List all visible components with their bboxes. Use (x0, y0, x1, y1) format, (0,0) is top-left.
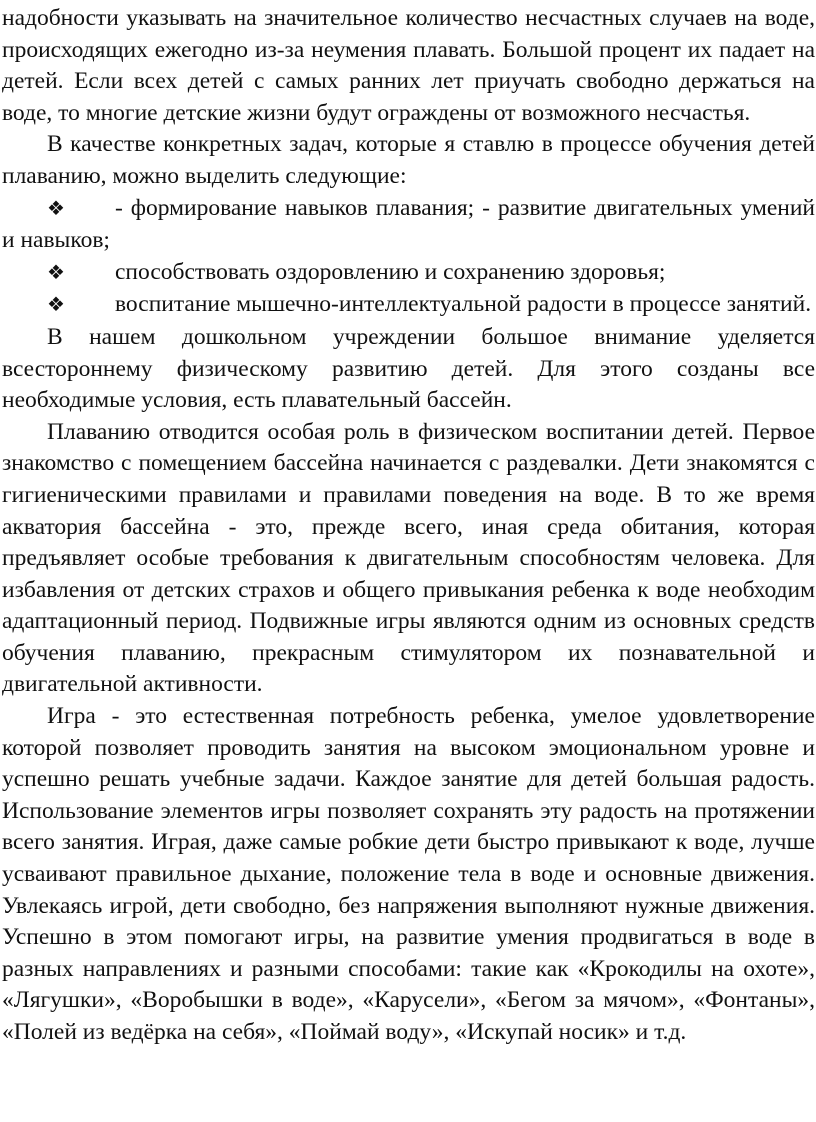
paragraph-kindergarten: В нашем дошкольном учреждении большое внимание уделяется всестороннему физическому развитию детей. Для этого созданы все необходимые условия, есть плавательный бассейн. (2, 323, 815, 414)
diamond-bullet-icon: ❖ (47, 294, 65, 317)
paragraph-intro-continuation: надобности указывать на значительное количество несчастных случаев на воде, происходящих ежегодно из-за неумения плавать. Большой процент их падает на детей. Если всех детей с самых ранних лет приучать свободно держаться на воде, то многие детские жизни будут ограждены от возможного несчастья. (2, 5, 815, 126)
diamond-bullet-icon: ❖ (47, 261, 65, 284)
paragraph-tasks-intro: В качестве конкретных задач, которые я ставлю в процессе обучения детей плаванию, можно выделить следующие: (2, 131, 815, 189)
diamond-bullet-icon: ❖ (47, 197, 65, 220)
paragraph-swimming-role: Плаванию отводится особая роль в физическом воспитании детей. Первое знакомство с помещением бассейна начинается с раздевалки. Дети знакомятся с гигиеническими правилами и правилами поведения на воде. В то же время акватория бассейна - это, прежде всего, иная среда обитания, которая предъявляет особые требования к двигательным способностям человека. Для избавления от детских страхов и общего привыкания ребенка к воде необходим адаптационный период. Подвижные игры являются одним из основных средств обучения плаванию, прекрасным стимулятором их познавательной и двигательной активности. (2, 418, 815, 698)
list-item-text: способствовать оздоровлению и сохранению здоровья; (115, 258, 666, 285)
paragraph-games: Игра - это естественная потребность ребенка, умелое удовлетворение которой позволяет проводить занятия на высоком эмоциональном уровне и успешно решать учебные задачи. Каждое занятие для детей большая радость. Использование элементов игры позволяет сохранять эту радость на протяжении всего занятия. Играя, даже самые робкие дети быстро привыкают к воде, лучше усваивают правильное дыхание, положение тела в воде и основные движения. Увлекаясь игрой, дети свободно, без напряжения выполняют нужные движения. Успешно в этом помогают игры, на развитие умения продвигаться в воде в разных направлениях и разными способами: такие как «Крокодилы на охоте», «Лягушки», «Воробышки в воде», «Карусели», «Бегом за мячом», «Фонтаны», «Полей из ведёрка на себя», «Поймай воду», «Искупай носик» и т.д. (2, 703, 815, 1045)
list-item-text: воспитание мышечно-интеллектуальной радости в процессе занятий. (115, 291, 812, 318)
list-item-task-3 (2, 289, 815, 322)
list-item-task-1 (2, 193, 815, 257)
list-item-text: - формирование навыков плавания; - развитие двигательных умений и навыков; (2, 194, 815, 254)
list-item-task-2 (2, 257, 815, 290)
